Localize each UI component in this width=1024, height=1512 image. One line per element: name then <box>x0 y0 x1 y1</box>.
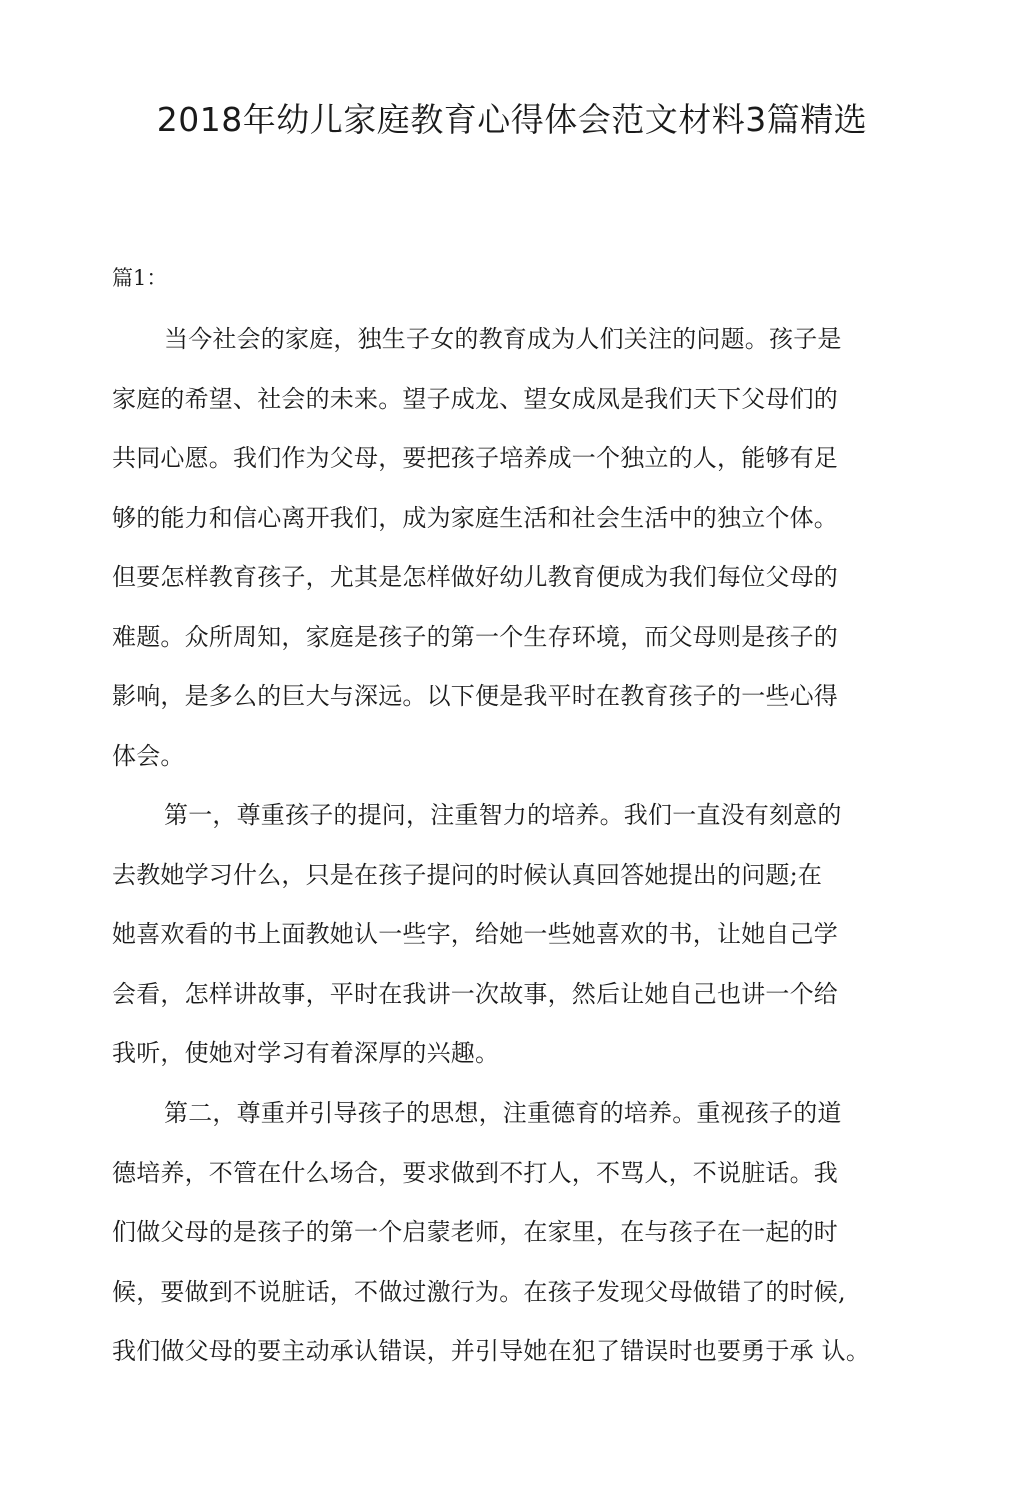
paragraph-line: 第二，尊重并引导孩子的思想，注重德育的培养。重视孩子的道 <box>164 1099 842 1127</box>
paragraph-line: 候，要做到不说脏话，不做过激行为。在孩子发现父母做错了的时候, <box>112 1277 846 1306</box>
paragraph-3 <box>112 1084 872 1382</box>
paragraph-line: 体会。 <box>112 741 185 770</box>
paragraph-line: 共同心愿。我们作为父母，要把孩子培养成一个独立的人，能够有足 <box>112 444 838 472</box>
paragraph-line: 难题。众所周知，家庭是孩子的第一个生存环境，而父母则是孩子的 <box>112 622 838 651</box>
paragraph-line: 会看，怎样讲故事，平时在我讲一次故事，然后让她自己也讲一个给 <box>112 979 838 1008</box>
paragraph-line: 当今社会的家庭，独生子女的教育成为人们关注的问题。孩子是 <box>164 325 842 353</box>
paragraph-line: 去教她学习什么，只是在孩子提问的时候认真回答她提出的问题;在 <box>112 860 823 889</box>
paragraph-line: 们做父母的是孩子的第一个启蒙老师，在家里，在与孩子在一起的时 <box>112 1218 838 1246</box>
paragraph-2 <box>112 786 872 1084</box>
document-title: 2018年幼儿家庭教育心得体会范文材料3篇精选 <box>156 100 868 139</box>
paragraph-line: 但要怎样教育孩子，尤其是怎样做好幼儿教育便成为我们每位父母的 <box>112 563 838 591</box>
paragraph-line: 她喜欢看的书上面教她认一些字，给她一些她喜欢的书，让她自己学 <box>112 920 838 948</box>
paragraph-line: 我们做父母的要主动承认错误，并引导她在犯了错误时也要勇于承 认。 <box>112 1337 871 1365</box>
paragraph-line: 影响，是多么的巨大与深远。以下便是我平时在教育孩子的一些心得 <box>112 682 838 710</box>
paragraph-line: 够的能力和信心离开我们，成为家庭生活和社会生活中的独立个体。 <box>112 503 838 532</box>
paragraph-line: 家庭的希望、社会的未来。望子成龙、望女成凤是我们天下父母们的 <box>112 384 838 413</box>
paragraph-line: 我听，使她对学习有着深厚的兴趣。 <box>112 1039 500 1067</box>
section-label: 篇1： <box>112 266 168 290</box>
paragraph-line: 德培养，不管在什么场合，要求做到不打人，不骂人，不说脏话。我 <box>112 1158 838 1187</box>
paragraph-line: 第一，尊重孩子的提问，注重智力的培养。我们一直没有刻意的 <box>164 801 842 829</box>
paragraph-1 <box>112 310 872 786</box>
